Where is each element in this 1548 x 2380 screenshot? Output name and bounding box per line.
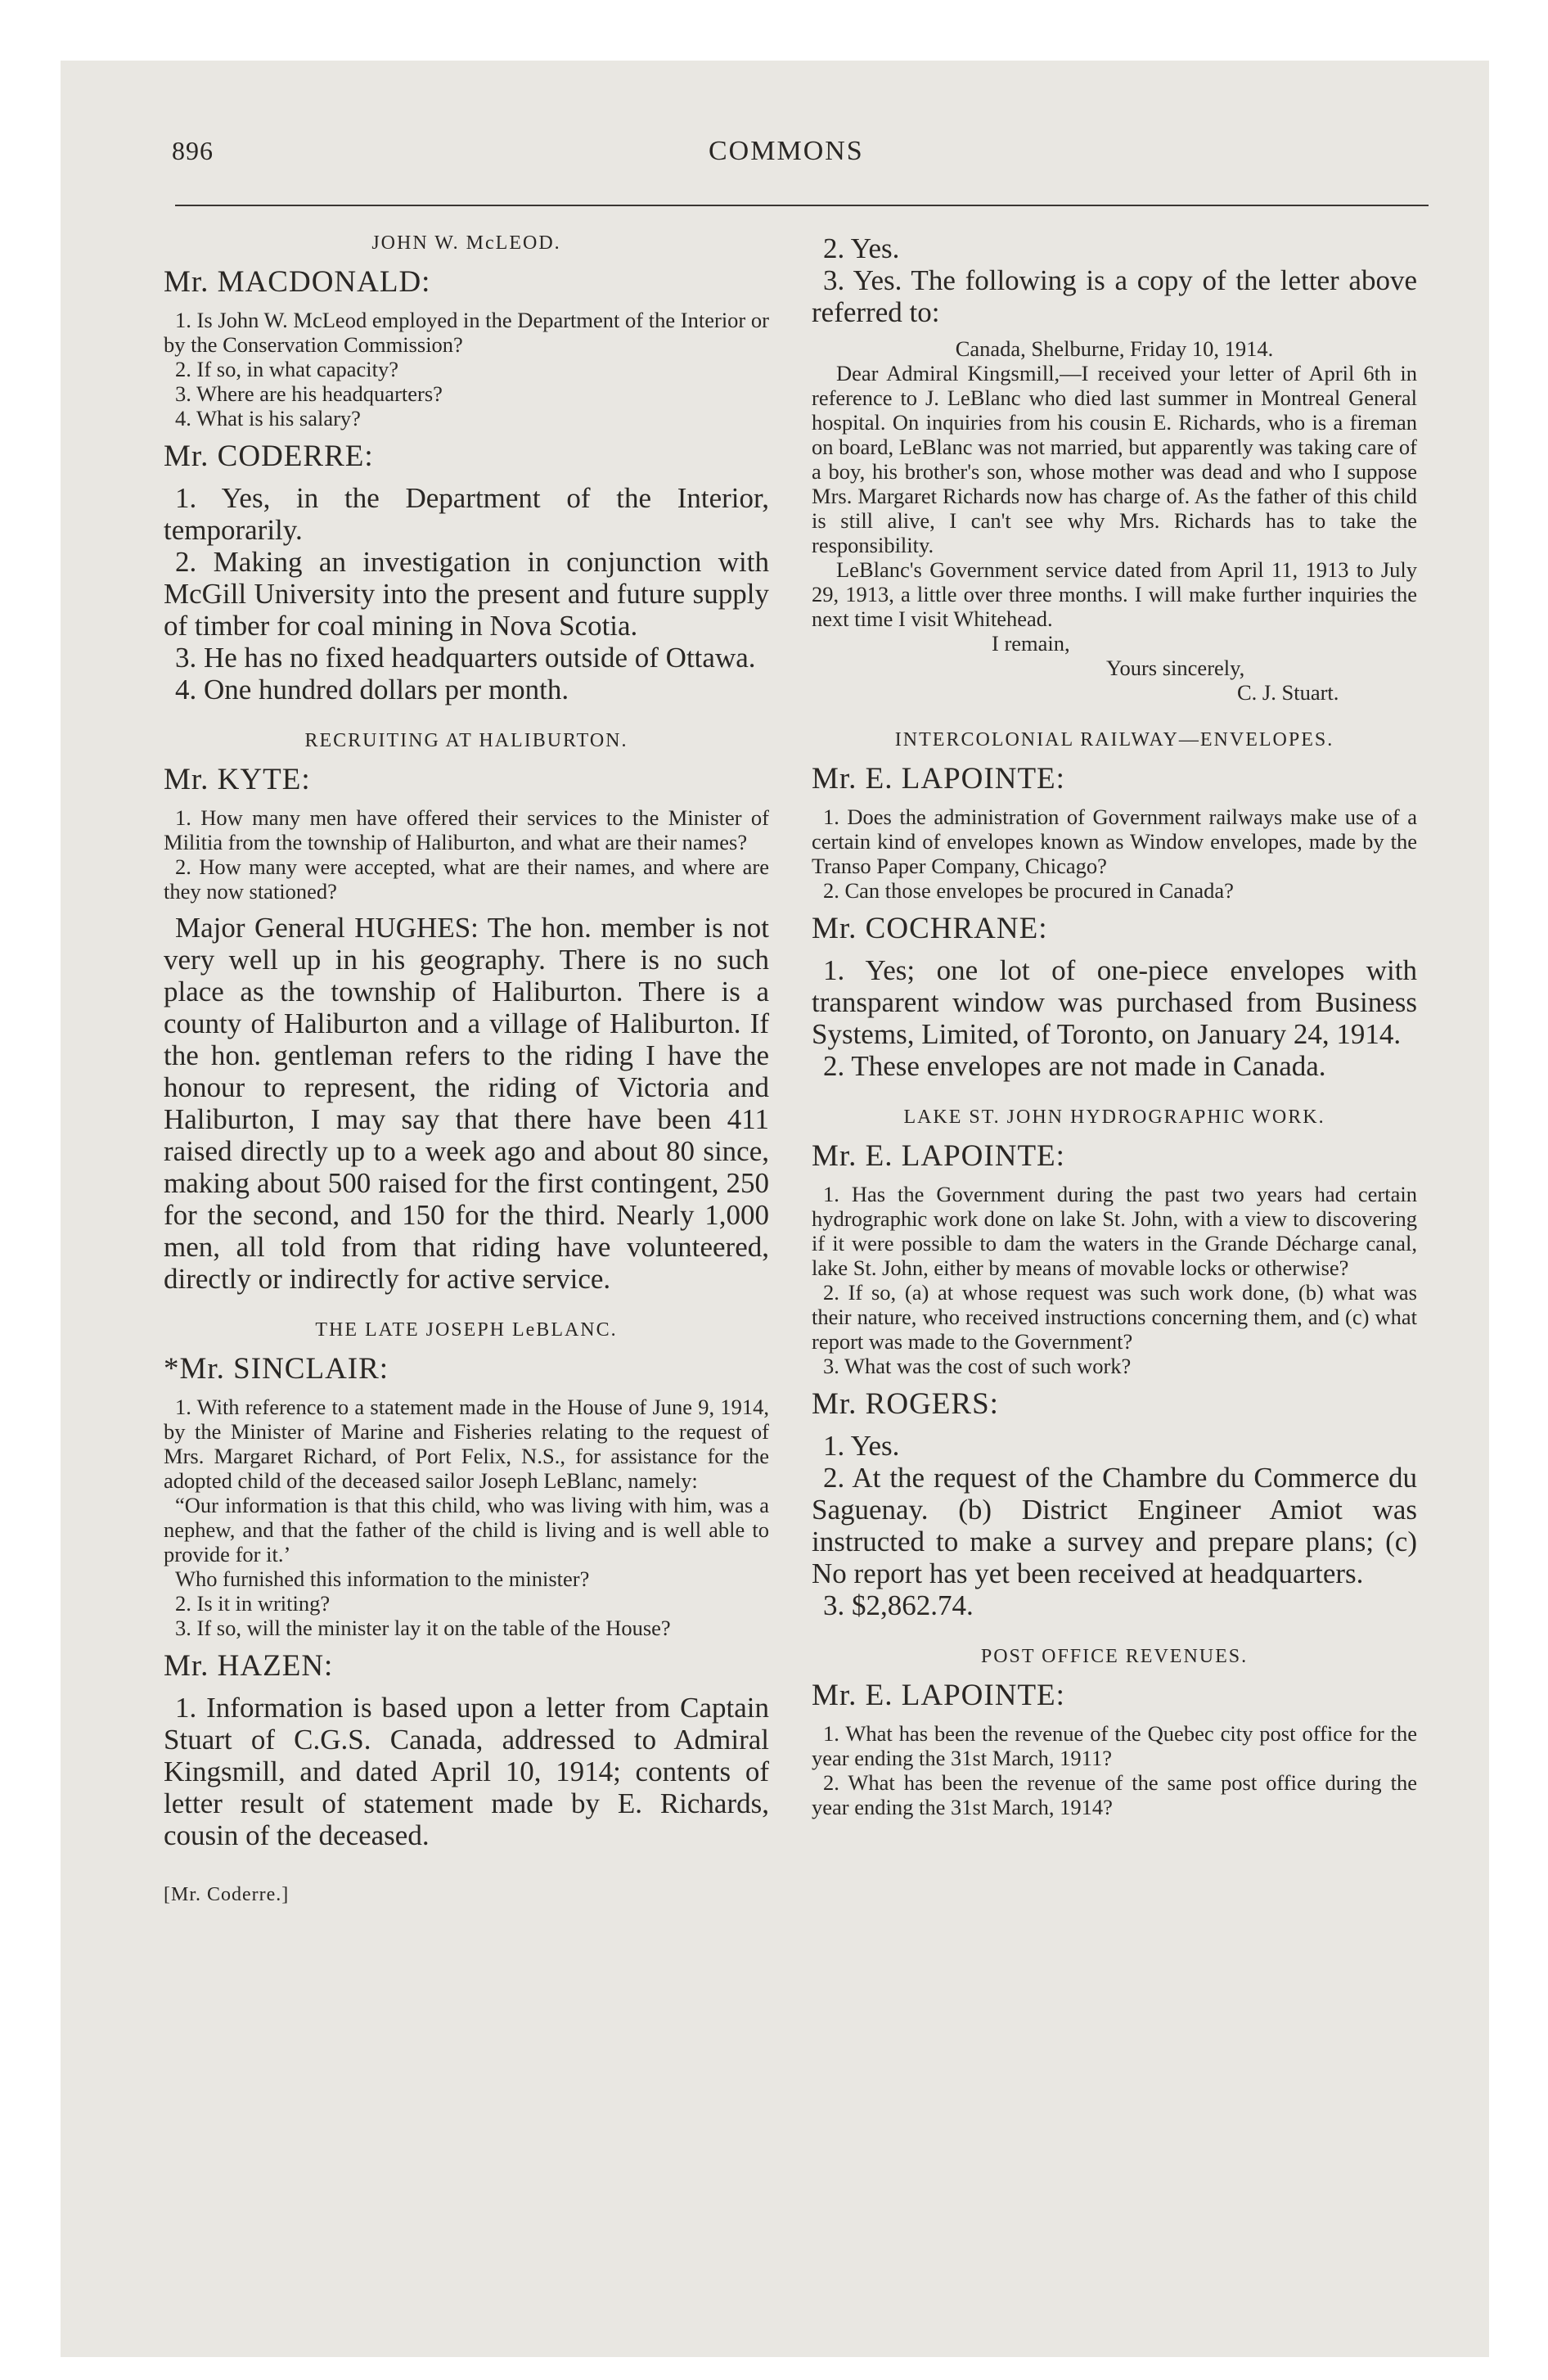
speaker-cochrane: Mr. COCHRANE: xyxy=(812,912,1048,945)
answer: 4. One hundred dollars per month. xyxy=(175,674,569,705)
question: 1. Has the Government during the past two years had certain hydrographic work done on lake St. John, with a view to discovering if it were possible to dam the waters in the Grande Décharge canal, lake St. John, either by means of movable locks or otherwise? xyxy=(812,1182,1417,1280)
question: 2. Is it in writing? xyxy=(175,1591,331,1616)
section-heading-post-office: POST OFFICE REVENUES. xyxy=(980,1646,1249,1667)
speaker-lapointe: Mr. E. LAPOINTE: xyxy=(812,1139,1065,1173)
answer: 1. Yes; one lot of one-piece envelopes with transparent window was purchased from Business Systems, Limited, of Toronto, on January 24, 1914. xyxy=(812,954,1417,1050)
letter-signature: C. J. Stuart. xyxy=(1237,680,1339,705)
question: 2. Can those envelopes be procured in Canada? xyxy=(823,878,1234,903)
question: 1. How many men have offered their services to the Minister of Militia from the township of Haliburton, and what are their names? xyxy=(164,805,769,854)
page-number: 896 xyxy=(172,136,214,165)
letter-paragraph: Dear Admiral Kingsmill,—I received your letter of April 6th in reference to J. LeBlanc who died last summer in Montreal General hospital. On inquiries from his cousin E. Richards, who is a fireman on board, LeBlanc was not married, but apparently was taking care of a boy, his brother's son, whose mother was dead and who I suppose Mrs. Margaret Richards now has charge of. As the father of this child is still alive, I can't see why Mrs. Richards has to take the responsibility. xyxy=(812,361,1417,557)
answer: 2. Making an investigation in conjunction with McGill University into the present and future supply of timber for coal mining in Nova Scotia. xyxy=(164,546,769,642)
question: 2. What has been the revenue of the same post office during the year ending the 31st March, 1914? xyxy=(812,1770,1417,1819)
question: 1. Is John W. McLeod employed in the Department of the Interior or by the Conservation Commission? xyxy=(164,308,769,357)
speaker-rogers: Mr. ROGERS: xyxy=(812,1387,999,1421)
letter-paragraph: LeBlanc's Government service dated from April 11, 1913 to July 29, 1913, a little over three months. I will make further inquiries the next time I visit Whitehead. xyxy=(812,557,1417,631)
question: 1. Does the administration of Government railways make use of a certain kind of envelopes known as Window envelopes, made by the Transo Paper Company, Chicago? xyxy=(812,805,1417,878)
speaker-sinclair: *Mr. SINCLAIR: xyxy=(164,1352,389,1386)
question: 2. How many were accepted, what are their names, and where are they now stationed? xyxy=(164,854,769,904)
letter-closing: I remain, xyxy=(992,631,1070,656)
footer-ref: [Mr. Coderre.] xyxy=(164,1884,290,1905)
answer: 3. He has no fixed headquarters outside of Ottawa. xyxy=(175,642,756,674)
quote: “Our information is that this child, who was living with him, was a nephew, and that the father of the child is living and is well able to provide for it.’ xyxy=(164,1493,769,1566)
speaker-lapointe: Mr. E. LAPOINTE: xyxy=(812,762,1065,796)
section-heading-mcleod: JOHN W. McLEOD. xyxy=(371,232,561,254)
question: 3. What was the cost of such work? xyxy=(823,1354,1132,1378)
question: 4. What is his salary? xyxy=(175,406,361,430)
speaker-coderre: Mr. CODERRE: xyxy=(164,439,374,473)
answer: 3. $2,862.74. xyxy=(823,1589,974,1621)
question: 1. With reference to a statement made in the House of June 9, 1914, by the Minister of Marine and Fisheries relating to the request of Mrs. Margaret Richard, of Port Felix, N.S., for assistance for the adopted child of the deceased sailor Joseph LeBlanc, namely: xyxy=(164,1395,769,1493)
letter-dateline: Canada, Shelburne, Friday 10, 1914. xyxy=(955,336,1274,361)
answer: 2. Yes. xyxy=(823,232,900,264)
question: Who furnished this information to the minister? xyxy=(175,1566,590,1591)
answer: 1. Yes. xyxy=(823,1430,900,1462)
right-column xyxy=(812,232,1417,1819)
answer-hughes: Major General HUGHES: The hon. member is not very well up in his geography. There is no such place as the township of Haliburton. There is a county of Haliburton and a village of Haliburton. If the hon. gentleman refers to the riding I have the honour to represent, the riding of Victoria and Haliburton, I may say that there have been 411 raised directly up to a week ago and about 80 since, making about 500 raised for the first contingent, 250 for the second, and 150 for the third. Nearly 1,000 men, all told from that riding have volunteered, directly or indirectly for active service. xyxy=(164,912,769,1295)
question: 3. If so, will the minister lay it on the table of the House? xyxy=(175,1616,671,1640)
speaker-kyte: Mr. KYTE: xyxy=(164,763,311,796)
speaker-lapointe: Mr. E. LAPOINTE: xyxy=(812,1679,1065,1712)
page-header: COMMONS xyxy=(709,136,864,166)
question: 2. If so, (a) at whose request was such work done, (b) what was their nature, who received instructions concerning them, and (c) what report was made to the Government? xyxy=(812,1280,1417,1354)
section-heading-recruiting: RECRUITING AT HALIBURTON. xyxy=(304,730,628,751)
left-column xyxy=(164,232,769,1906)
section-heading-leblanc: THE LATE JOSEPH LeBLANC. xyxy=(315,1319,618,1341)
letter-closing: Yours sincerely, xyxy=(1106,656,1245,680)
answer: 1. Information is based upon a letter from Captain Stuart of C.G.S. Canada, addressed to Admiral Kingsmill, and dated April 10, 1914; contents of letter result of statement made by E. Richards, cousin of the deceased. xyxy=(164,1692,769,1851)
answer: 2. At the request of the Chambre du Commerce du Saguenay. (b) District Engineer Amiot was instructed to make a survey and prepare plans; (c) No report has yet been received at headquarters. xyxy=(812,1462,1417,1589)
question: 2. If so, in what capacity? xyxy=(175,357,398,381)
question: 1. What has been the revenue of the Quebec city post office for the year ending the 31st March, 1911? xyxy=(812,1721,1417,1770)
speaker-macdonald: Mr. MACDONALD: xyxy=(164,265,431,299)
answer: 1. Yes, in the Department of the Interior, temporarily. xyxy=(164,482,769,546)
answer: 2. These envelopes are not made in Canada. xyxy=(823,1050,1326,1082)
question: 3. Where are his headquarters? xyxy=(175,381,443,406)
section-heading-envelopes: INTERCOLONIAL RAILWAY—ENVELOPES. xyxy=(894,729,1334,751)
speaker-hazen: Mr. HAZEN: xyxy=(164,1649,334,1683)
answer: 3. Yes. The following is a copy of the letter above referred to: xyxy=(812,264,1417,328)
header-rule xyxy=(175,205,1429,206)
section-heading-hydrographic: LAKE ST. JOHN HYDROGRAPHIC WORK. xyxy=(903,1107,1325,1128)
